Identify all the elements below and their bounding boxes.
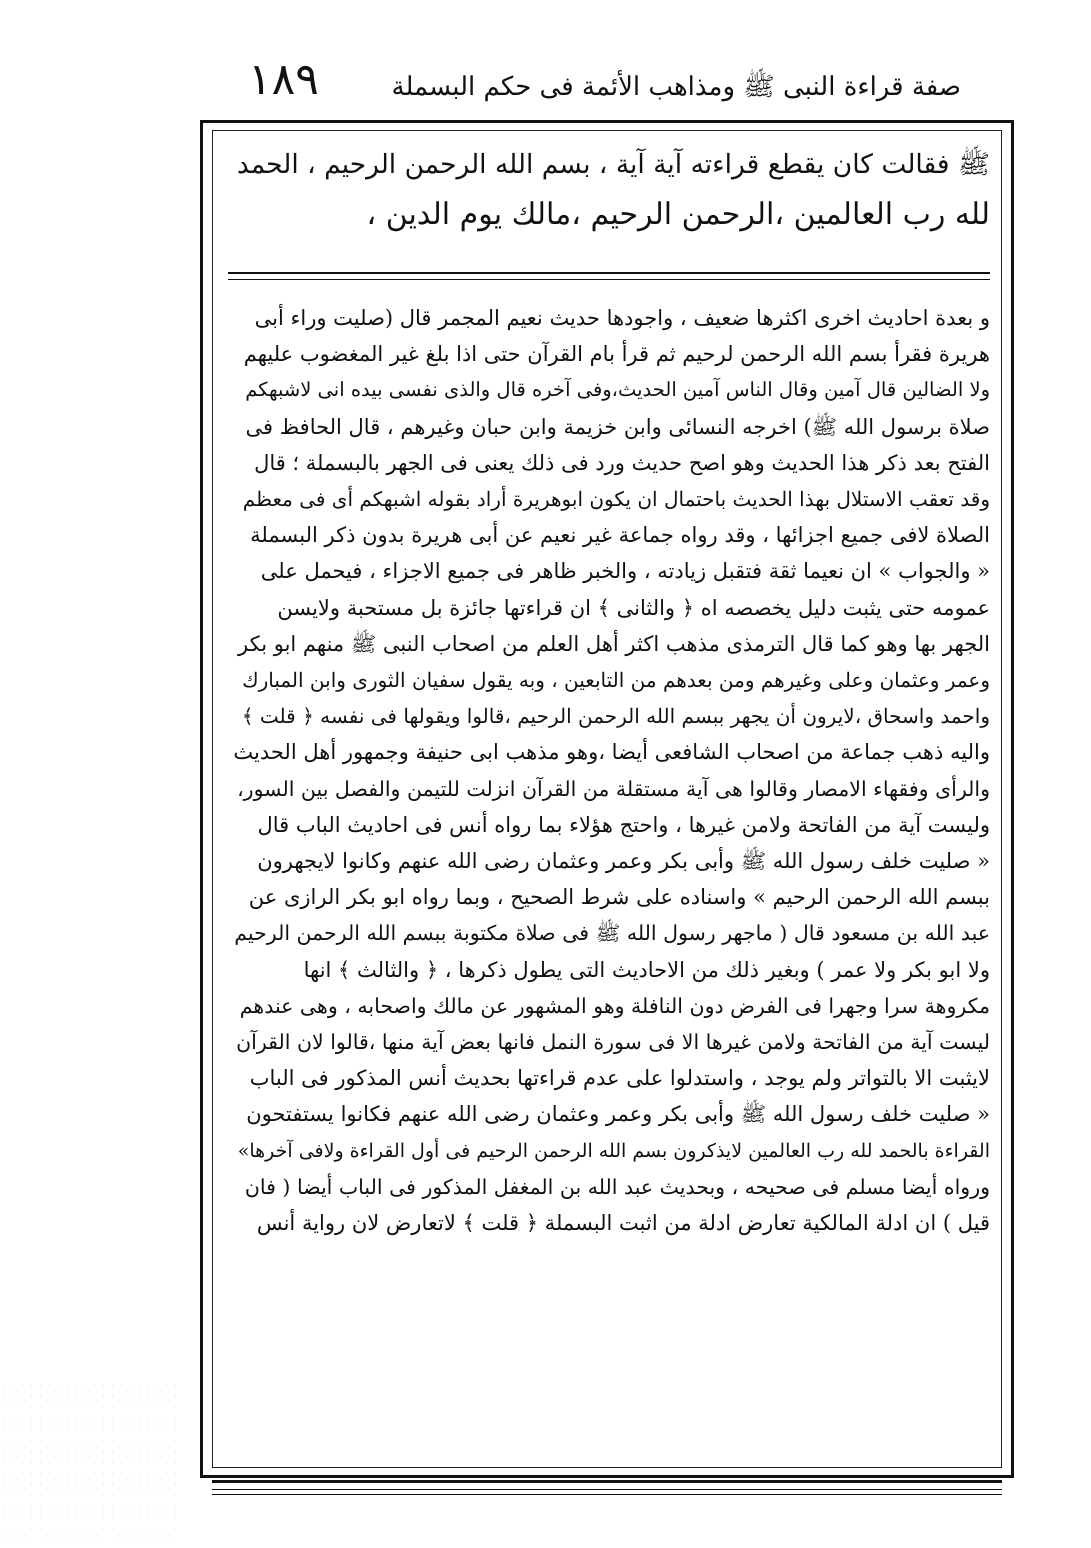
body-line: ببسم الله الرحمن الرحيم » واسناده على شرط الصحيح ، وبما رواه ابو بكر الرازى عن [248, 885, 990, 910]
body-line: و بعدة احاديث اخرى اكثرها ضعيف ، واجودها حديث نعيم المجمر قال (صليت وراء أبى [254, 306, 990, 330]
body-line: « صليت خلف رسول الله ﷺ وأبى بكر وعمر وعثمان رضى الله عنهم وكانوا لايجهرون [257, 849, 990, 874]
verse-line: لله رب العالمين ،الرحمن الرحيم ،مالك يوم الدين ، [366, 197, 990, 232]
body-line: صلاة برسول الله ﷺ) اخرجه النسائى وابن خزيمة وابن حبان وغيرهم ، قال الحافظ فى [245, 414, 990, 439]
body-line: القراءة بالحمد لله رب العالمين لايذكرون بسم الله الرحمن الرحيم فى أول القراءة ولافى آخرها» [237, 1139, 990, 1162]
body-line: واحمد واسحاق ،لايرون أن يجهر ببسم الله الرحمن الرحيم ،قالوا ويقولها فى نفسه ﴿ قلت ﴾ [241, 704, 990, 729]
body-line: الصلاة لافى جميع اجزائها ، وقد رواه جماعة غير نعيم عن أبى هريرة بدون ذكر البسملة [250, 523, 990, 548]
body-line: والرأى وفقهاء الامصار وقالوا هى آية مستقلة من القرآن انزلت للتيمن والفصل بين السور، [237, 776, 990, 801]
verse-divider [228, 272, 990, 280]
body-line: ولا ابو بكر ولا عمر ) وبغير ذلك من الاحاديث التى يطول ذكرها ، ﴿ والثالث ﴾ انها [303, 957, 990, 982]
body-line: ليست آية من الفاتحة ولامن غيرها الا فى سورة النمل فانها بعض آية منها ،قالوا لان القرآن [236, 1030, 990, 1055]
body-line: مكروهة سرا وجهرا فى الفرض دون النافلة وهو المشهور عن مالك واصحابه ، وهى عندهم [239, 993, 990, 1018]
body-text [228, 300, 990, 1241]
verse-line: ﷺ فقالت كان يقطع قراءته آية آية ، بسم الله الرحمن الرحيم ، الحمد [236, 149, 990, 180]
body-line: واليه ذهب جماعة من اصحاب الشافعى أيضا ،وهو مذهب ابى حنيفة وجمهور أهل الحديث [233, 740, 990, 765]
bottom-rule-thin [212, 1494, 1002, 1495]
scan-noise [0, 1380, 180, 1540]
body-line: « والجواب » ان نعيما ثقة فتقبل زيادته ، والخبر ظاهر فى جميع الاجزاء ، فيحمل على [260, 559, 990, 584]
body-line: وليست آية من الفاتحة ولامن غيرها ، واحتج هؤلاء بما رواه أنس فى احاديث الباب قال [257, 812, 990, 837]
body-line: عبد الله بن مسعود قال ( ماجهر رسول الله ﷺ فى صلاة مكتوبة ببسم الله الرحمن الرحيم [234, 921, 990, 946]
running-header: صفة قراءة النبى ﷺ ومذاهب الأئمة فى حكم البسملة [391, 72, 961, 102]
body-line: وعمر وعثمان وعلى وغيرهم ومن بعدهم من التابعين ، وبه يقول سفيان الثورى وابن المبارك [242, 668, 990, 693]
body-line: الفتح بعد ذكر هذا الحديث وهو اصح حديث ورد فى ذلك يعنى فى الجهر بالبسملة ؛ قال [254, 450, 990, 475]
bottom-rule [212, 1480, 1002, 1490]
body-line: وقد تعقب الاستلال بهذا الحديث باحتمال ان يكون ابوهريرة أراد بقوله اشبهكم أى فى معظم [242, 487, 990, 512]
quranic-verse-block [228, 140, 990, 240]
body-line: ولا الضالين قال آمين وقال الناس آمين الحديث،وفى آخره قال والذى نفسى بيده انى لاشبهكم [245, 378, 990, 402]
body-line: « صليت خلف رسول الله ﷺ وأبى بكر وعمر وعثمان رضى الله عنهم فكانوا يستفتحون [246, 1102, 990, 1127]
body-line: لايثبت الا بالتواتر ولم يوجد ، واستدلوا على عدم قراءتها بحديث أنس المذكور فى الباب [249, 1066, 990, 1091]
page-number: ١٨٩ [248, 54, 319, 105]
body-line: هريرة فقرأ بسم الله الرحمن لرحيم ثم قرأ بام القرآن حتى اذا بلغ غير المغضوب عليهم [243, 342, 990, 367]
body-line: قيل ) ان ادلة المالكية تعارض ادلة من اثبت البسملة ﴿ قلت ﴾ لاتعارض لان رواية أنس [256, 1211, 990, 1236]
body-line: ورواه أيضا مسلم فى صحيحه ، وبحديث عبد الله بن المغفل المذكور فى الباب أيضا ( فان [244, 1174, 990, 1199]
body-line: عمومه حتى يثبت دليل يخصصه اه ﴿ والثانى ﴾ ان قراءتها جائزة بل مستحبة ولايسن [277, 595, 990, 620]
body-line: الجهر بها وهو كما قال الترمذى مذهب اكثر أهل العلم من اصحاب النبى ﷺ منهم ابو بكر [238, 631, 990, 656]
